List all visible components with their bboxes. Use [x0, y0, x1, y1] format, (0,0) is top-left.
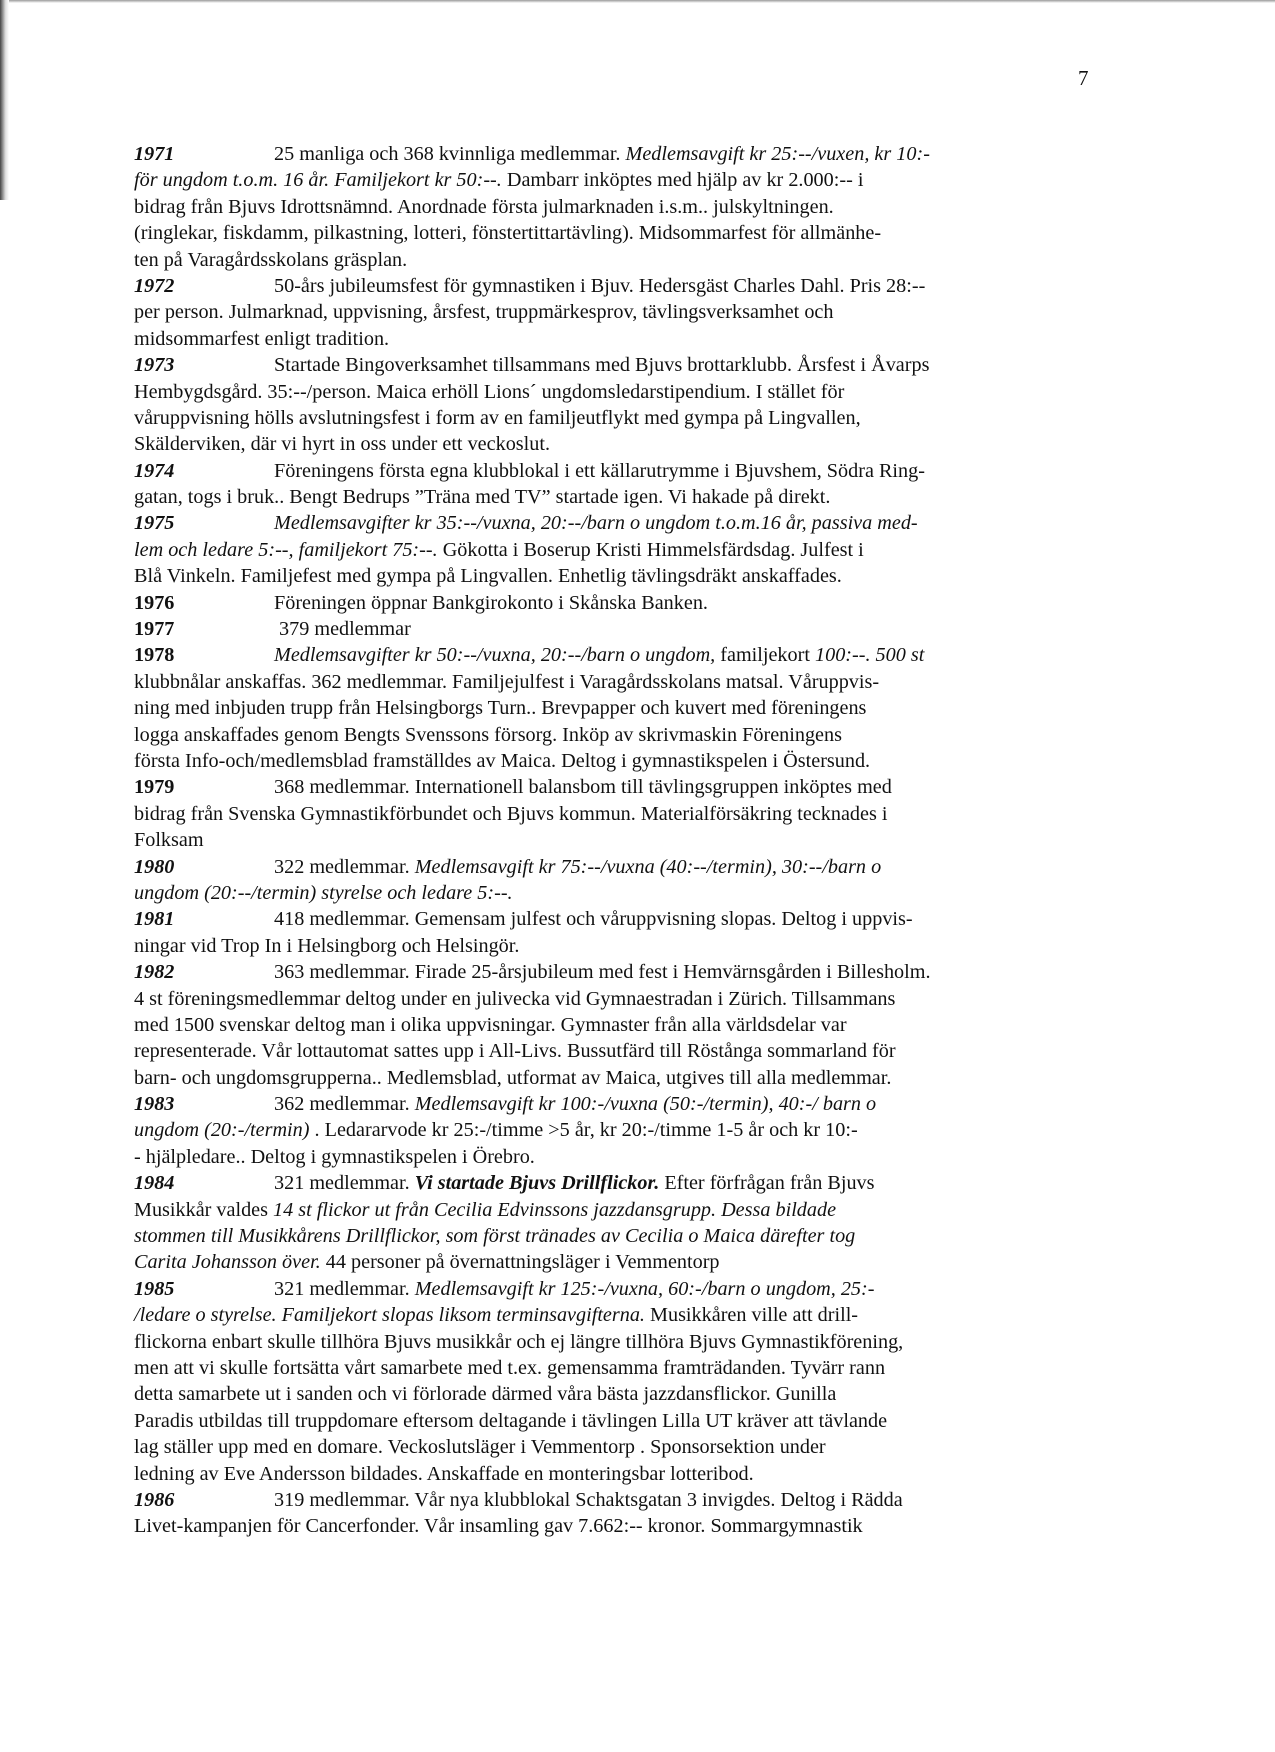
body-text: Paradis utbildas till truppdomare eftersom deltagande i tävlingen Lilla UT kräver att tävlande [134, 1409, 888, 1432]
body-text: första Info-och/medlemsblad framställdes av Maica. Deltog i gymnastikspelen i Östersund. [134, 749, 871, 772]
text-line [134, 801, 1096, 827]
body-text: ten på Varagårdsskolans gräsplan. [134, 248, 408, 271]
body-text: med 1500 svenskar deltog man i olika uppvisningar. Gymnaster från alla världsdelar var [134, 1013, 847, 1036]
italic-text: 100:--. 500 st [815, 644, 925, 667]
italic-text: Medlemsavgift kr 100:-/vuxna (50:-/termin), 40:-/ barn o [414, 1093, 877, 1116]
italic-text: /ledare o styrelse. Familjekort slopas liksom terminsavgifterna. [134, 1304, 645, 1327]
text-line [134, 1144, 1096, 1170]
body-text: per person. Julmarknad, uppvisning, årsfest, truppmärkesprov, tävlingsverksamhet och [134, 301, 834, 324]
text-line [134, 1038, 1096, 1064]
body-text: Efter förfrågan från Bjuvs [659, 1172, 875, 1195]
text-line [134, 1487, 1096, 1513]
text-line [134, 722, 1096, 748]
text-line [134, 959, 1096, 985]
body-text: Startade Bingoverksamhet tillsammans med Bjuvs brottarklubb. Årsfest i Åvarps [274, 354, 930, 377]
text-line [134, 1170, 1096, 1196]
text-line [134, 299, 1096, 325]
text-line [134, 458, 1096, 484]
text-line [134, 774, 1096, 800]
text-line [134, 510, 1096, 536]
text-line [134, 1276, 1096, 1302]
text-line [134, 405, 1096, 431]
body-text: 25 manliga och 368 kvinnliga medlemmar. [274, 143, 626, 165]
text-line [134, 1302, 1096, 1328]
body-text: 319 medlemmar. Vår nya klubblokal Schaktsgatan 3 invigdes. Deltog i Rädda [274, 1488, 903, 1511]
year-heading: 1975 [134, 512, 175, 535]
body-text: bidrag från Bjuvs Idrottsnämnd. Anordnade första julmarknaden i.s.m.. julskyltningen. [134, 195, 834, 218]
text-line [134, 906, 1096, 932]
text-line [134, 1197, 1096, 1223]
body-text: . Ledararvode kr 25:-/timme >5 år, kr 20:-/timme 1-5 år och kr 10:- [309, 1119, 858, 1142]
italic-text: Medlemsavgift kr 25:--/vuxen, kr 10:- [625, 143, 930, 165]
text-line [134, 273, 1096, 299]
text-line [134, 986, 1096, 1012]
body-text: flickorna enbart skulle tillhöra Bjuvs musikkår och ej längre tillhöra Bjuvs Gymnastikförening, [134, 1330, 904, 1353]
body-text: Hembygdsgård. 35:--/person. Maica erhöll Lions´ ungdomsledarstipendium. I stället för [134, 380, 845, 403]
chronicle-text [134, 141, 1096, 1540]
body-text: Skälderviken, där vi hyrt in oss under ett veckoslut. [134, 433, 551, 456]
text-line [134, 379, 1096, 405]
year-heading: 1982 [134, 961, 175, 984]
body-text: barn- och ungdomsgrupperna.. Medlemsblad, utformat av Maica, utgives till alla medlemmar. [134, 1066, 892, 1089]
text-line [134, 1329, 1096, 1355]
text-line [134, 167, 1096, 193]
italic-text: lem och ledare 5:--, familjekort 75:--. [134, 538, 438, 561]
text-line [134, 1223, 1096, 1249]
year-heading: 1976 [134, 591, 175, 614]
italic-text: stommen till Musikkårens Drillflickor, som först tränades av Cecilia o Maica därefter tog [134, 1225, 856, 1248]
text-line [134, 695, 1096, 721]
year-heading: 1971 [134, 143, 175, 165]
body-text: 368 medlemmar. Internationell balansbom till tävlingsgruppen inköptes med [274, 776, 892, 799]
year-heading: 1978 [134, 644, 175, 667]
italic-text: Medlemsavgift kr 75:--/vuxna (40:--/termin), 30:--/barn o [414, 855, 882, 878]
text-line [134, 1117, 1096, 1143]
body-text: gatan, togs i bruk.. Bengt Bedrups ”Träna med TV” startade igen. Vi hakade på direkt. [134, 486, 831, 509]
text-line [134, 827, 1096, 853]
body-text: logga anskaffades genom Bengts Svenssons försorg. Inköp av skrivmaskin Föreningens [134, 723, 842, 746]
text-line [134, 431, 1096, 457]
year-heading: 1977 [134, 618, 175, 641]
year-heading: 1979 [134, 776, 175, 799]
text-line [134, 669, 1096, 695]
text-line [134, 1249, 1096, 1275]
italic-text: Medlemsavgifter kr 50:--/vuxna, 20:--/barn o ungdom, [274, 644, 716, 667]
text-line [134, 1513, 1096, 1539]
text-line [134, 854, 1096, 880]
body-text: Gökotta i Boserup Kristi Himmelsfärdsdag. Julfest i [437, 538, 864, 561]
text-line [134, 247, 1096, 273]
body-text: våruppvisning hölls avslutningsfest i form av en familjeutflykt med gympa på Lingvallen, [134, 406, 861, 429]
year-heading: 1986 [134, 1488, 175, 1511]
body-text: Folksam [134, 829, 204, 852]
text-line [134, 326, 1096, 352]
page-number: 7 [1078, 66, 1089, 90]
body-text: 321 medlemmar. [274, 1172, 415, 1195]
text-line [134, 1434, 1096, 1460]
body-text: Musikkår valdes [134, 1198, 274, 1221]
text-line [134, 1461, 1096, 1487]
scan-shadow-top [0, 0, 1275, 3]
body-text: (ringlekar, fiskdamm, pilkastning, lotteri, fönstertittartävling). Midsommarfest för allmänhe- [134, 222, 882, 245]
body-text: midsommarfest enligt tradition. [134, 327, 390, 350]
body-text: 44 personer på övernattningsläger i Vemmentorp [320, 1251, 720, 1274]
text-line [134, 141, 1096, 167]
text-line [134, 616, 1096, 642]
italic-text: ungdom (20:-/termin) [134, 1119, 310, 1142]
text-line [134, 933, 1096, 959]
body-text: ledning av Eve Andersson bildades. Anskaffade en monteringsbar lotteribod. [134, 1462, 754, 1485]
text-line [134, 484, 1096, 510]
text-line [134, 1065, 1096, 1091]
body-text: 362 medlemmar. [274, 1093, 415, 1116]
year-heading: 1972 [134, 274, 175, 297]
body-text: Musikkåren ville att drill- [644, 1304, 859, 1327]
body-text: - hjälpledare.. Deltog i gymnastikspelen i Örebro. [134, 1145, 535, 1168]
year-heading: 1985 [134, 1277, 175, 1300]
body-text: Föreningens första egna klubblokal i ett källarutrymme i Bjuvshem, Södra Ring- [274, 459, 925, 482]
italic-text: 14 st flickor ut från Cecilia Edvinssons jazzdansgrupp. Dessa bildade [273, 1198, 837, 1221]
body-text: bidrag från Svenska Gymnastikförbundet och Bjuvs kommun. Materialförsäkring tecknades i [134, 802, 888, 825]
body-text: 4 st föreningsmedlemmar deltog under en julivecka vid Gymnaestradan i Zürich. Tillsammans [134, 987, 896, 1010]
body-text: 321 medlemmar. [274, 1277, 415, 1300]
body-text: Blå Vinkeln. Familjefest med gympa på Lingvallen. Enhetlig tävlingsdräkt anskaffades. [134, 565, 842, 588]
body-text: representerade. Vår lottautomat sattes upp i All-Livs. Bussutfärd till Röstånga sommarland för [134, 1040, 896, 1063]
italic-text: Medlemsavgift kr 125:-/vuxna, 60:-/barn o ungdom, 25:- [414, 1277, 875, 1300]
body-text: Dambarr inköptes med hjälp av kr 2.000:-- i [501, 169, 864, 192]
italic-text: Medlemsavgifter kr 35:--/vuxna, 20:--/barn o ungdom t.o.m.16 år, passiva med- [274, 512, 918, 535]
body-text: detta samarbete ut i sanden och vi förlorade därmed våra bästa jazzdansflickor. Gunilla [134, 1383, 837, 1406]
text-line [134, 220, 1096, 246]
body-text: familjekort [715, 644, 816, 667]
year-heading: 1981 [134, 908, 175, 931]
text-line [134, 1408, 1096, 1434]
year-heading: 1980 [134, 855, 175, 878]
body-text: klubbnålar anskaffas. 362 medlemmar. Familjejulfest i Varagårdsskolans matsal. Våruppvis- [134, 670, 880, 693]
body-text: Livet-kampanjen för Cancerfonder. Vår insamling gav 7.662:-- kronor. Sommargymnastik [134, 1515, 863, 1538]
text-line [134, 642, 1096, 668]
text-line [134, 1012, 1096, 1038]
year-heading: 1974 [134, 459, 175, 482]
text-line [134, 563, 1096, 589]
text-line [134, 748, 1096, 774]
body-text: Föreningen öppnar Bankgirokonto i Skånska Banken. [274, 591, 708, 614]
text-line [134, 1091, 1096, 1117]
body-text: lag ställer upp med en domare. Veckoslutsläger i Vemmentorp . Sponsorsektion under [134, 1436, 826, 1459]
text-line [134, 590, 1096, 616]
text-line [134, 352, 1096, 378]
text-line [134, 1355, 1096, 1381]
text-line [134, 880, 1096, 906]
year-heading: 1983 [134, 1093, 175, 1116]
body-text: 322 medlemmar. [274, 855, 415, 878]
body-text: 363 medlemmar. Firade 25-årsjubileum med fest i Hemvärnsgården i Billesholm. [274, 961, 931, 984]
italic-text: Carita Johansson över. [134, 1251, 321, 1274]
text-line [134, 194, 1096, 220]
scan-shadow-left [0, 0, 9, 200]
body-text: 418 medlemmar. Gemensam julfest och våruppvisning slopas. Deltog i uppvis- [274, 908, 913, 931]
bold-italic-text: Vi startade Bjuvs Drillflickor. [414, 1172, 660, 1195]
year-heading: 1984 [134, 1172, 175, 1195]
year-heading: 1973 [134, 354, 175, 377]
italic-text: ungdom (20:--/termin) styrelse och ledare 5:--. [134, 881, 513, 904]
text-line [134, 1381, 1096, 1407]
body-text: 50-års jubileumsfest för gymnastiken i Bjuv. Hedersgäst Charles Dahl. Pris 28:-- [274, 274, 926, 297]
body-text: 379 medlemmar [274, 618, 411, 641]
body-text: ningar vid Trop In i Helsingborg och Helsingör. [134, 934, 520, 957]
text-line [134, 537, 1096, 563]
body-text: ning med inbjuden trupp från Helsingborgs Turn.. Brevpapper och kuvert med föreningens [134, 697, 867, 720]
italic-text: för ungdom t.o.m. 16 år. Familjekort kr 50:--. [134, 169, 502, 192]
body-text: men att vi skulle fortsätta vårt samarbete med t.ex. gemensamma framträdanden. Tyvärr rann [134, 1356, 886, 1379]
